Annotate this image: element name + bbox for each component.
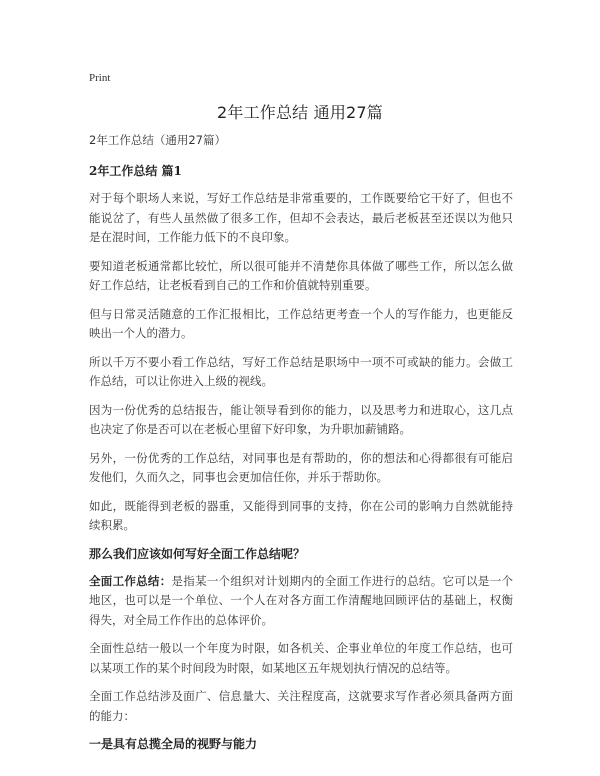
section-heading-3: 一是具有总揽全局的视野与能力 [89,737,258,751]
paragraph: 对于每个职场人来说，写好工作总结是非常重要的，工作既要给它干好了，但也不能说岔了，有些人虽然做了很多工作，但却不会表达，最后老板甚至还误以为他只是在混时间，工作能力低下的不良印象。 [89,191,513,244]
paragraph: 要知道老板通常都比较忙，所以很可能并不清楚你具体做了哪些工作，所以怎么做好工作总结，让老板看到自己的工作和价值就特别重要。 [89,258,513,292]
paragraph: 但与日常灵活随意的工作汇报相比，工作总结更考查一个人的写作能力，也更能反映出一个人的潜力。 [89,306,513,340]
page-title: 2年工作总结 通用27篇 [216,103,384,122]
paragraph: 所以千万不要小看工作总结，写好工作总结是职场中一项不可或缺的能力。会做工作总结，可以让你进入上级的视线。 [89,354,513,388]
paragraph: 如此，既能得到老板的器重，又能得到同事的支持，你在公司的影响力自然就能持续积累。 [89,498,513,532]
paragraph: 因为一份优秀的总结报告，能让领导看到你的能力，以及思考力和进取心，这几点也决定了你是否可以在老板心里留下好印象，为升职加薪铺路。 [89,402,513,436]
section-heading-1: 2年工作总结 篇1 [89,164,182,178]
definition-lead: 全面工作总结： [89,573,172,588]
paragraph: 全面工作总结涉及面广、信息量大、关注程度高，这就要求写作者必须具备两方面的能力： [89,689,513,723]
print-link[interactable]: Print [89,72,111,84]
paragraph: 全面性总结一般以一个年度为时限，如各机关、企事业单位的年度工作总结，也可以某项工作的某个时间段为时限，如某地区五年规划执行情况的总结等。 [89,641,513,675]
document-body [89,131,513,762]
definition-text: 是指某一个组织对计划期内的全面工作进行的总结。它可以是一个地区，也可以是一个单位、一个人在对各方面工作清醒地回顾评估的基础上，权衡得失，对全局工作作出的总体评价。 [89,573,513,627]
paragraph: 另外，一份优秀的工作总结，对同事也是有帮助的，你的想法和心得都很有可能启发他们，久而久之，同事也会更加信任你，并乐于帮助你。 [89,450,513,484]
document-subtitle: 2年工作总结（通用27篇） [89,133,226,147]
definition-paragraph [89,572,513,631]
section-heading-2: 那么我们应该如何写好全面工作总结呢？ [89,546,306,561]
